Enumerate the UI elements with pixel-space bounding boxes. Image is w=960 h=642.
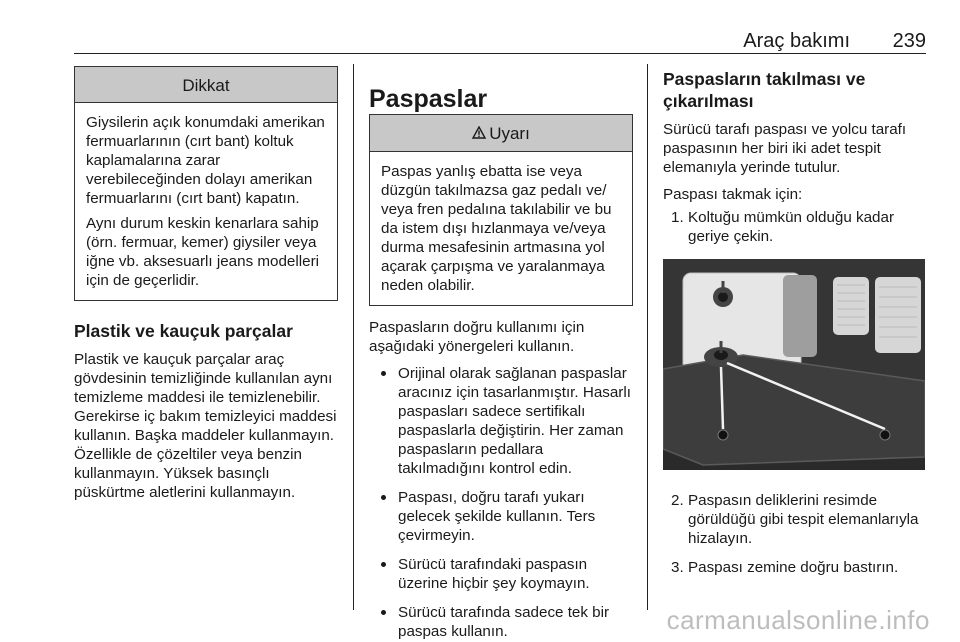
mounting-paragraph-1: Sürücü tarafı paspası ve yolcu tarafı paspasının her biri iki adet tespit elemanıyla yerinde tutulur.: [663, 121, 907, 176]
mounting-paragraph-2: Paspası takmak için:: [663, 186, 803, 203]
header-rule: [74, 53, 926, 54]
dikkat-box: [74, 66, 338, 301]
guideline-item: Sürücü tarafında sadece tek bir paspas kullanın.: [369, 603, 633, 641]
column-left: [74, 66, 338, 502]
section-heading-paspaslar: Paspaslar: [369, 85, 488, 113]
warning-title: Uyarı: [489, 124, 530, 143]
plastic-heading: Plastik ve kauçuk parçalar: [74, 321, 293, 341]
plastic-body: Plastik ve kauçuk parçalar araç gövdesinin temizliğinde kullanılan aynı temizleme maddesi ile temizlenebilir. Gerekirse iç bakım temizleyici maddesi kullanın. Başka maddeler kullanmayın. Özellikle de çözeltiler veya benzin kullanmayın. Yüksek basınçlı püskürtme aletlerini kullanmayın.: [74, 351, 337, 501]
warning-text: Paspas yanlış ebatta ise veya düzgün takılmazsa gaz pedalı ve/ veya fren pedalına takılabilir ve bu da istem dışı hızlanmaya ve/veya durma mesafesinin artmasına yol açarak çarpışma ve yaralanmaya neden olabilir.: [381, 163, 612, 294]
column-divider-2: [647, 64, 648, 610]
guideline-item: Orijinal olarak sağlanan paspaslar aracınız için tasarlanmıştır. Hasarlı paspasları sadece sertifikalı paspaslarla değiştirin. Her zaman paspasların pedallara takılmadığını kontrol edin.: [369, 364, 633, 478]
chapter-title: Araç bakımı: [743, 30, 850, 52]
dikkat-paragraph-2: Aynı durum keskin kenarlara sahip (örn. fermuar, kemer) giysiler veya iğne vb. aksesuarlı jeans modelleri için de geçerlidir.: [86, 215, 319, 289]
page-number: 239: [892, 30, 926, 52]
watermark-text: carmanualsonline.info: [666, 605, 930, 635]
step-number: 3.: [671, 559, 684, 576]
guideline-item: Sürücü tarafındaki paspasın üzerine hiçbir şey koymayın.: [369, 555, 633, 593]
column-middle: [369, 84, 633, 641]
step-text: Paspasın deliklerini resimde görüldüğü gibi tespit elemanlarıyla hizalayın.: [688, 492, 919, 547]
mounting-heading: Paspasların takılması ve çıkarılması: [663, 69, 866, 111]
step-1: [671, 208, 925, 246]
guideline-item: Paspası, doğru tarafı yukarı gelecek şekilde kullanın. Ters çevirmeyin.: [369, 488, 633, 545]
step-number: 1.: [671, 209, 684, 226]
column-divider-1: [353, 64, 354, 610]
floor-mat-drawing: [663, 259, 925, 470]
step-text: Koltuğu mümkün olduğu kadar geriye çekin.: [688, 209, 895, 245]
dikkat-body: [75, 103, 337, 300]
paspaslar-intro: Paspasların doğru kullanımı için aşağıdaki yönergeleri kullanın.: [369, 319, 585, 355]
guideline-list: [369, 364, 633, 641]
warning-box: [369, 114, 633, 306]
dikkat-paragraph-1: Giysilerin açık konumdaki amerikan fermuarlarının (cırt bant) koltuk kaplamalarına zarar verebileceğinden dolayı amerikan fermuarlarını (cırt bant) kapatın.: [86, 114, 325, 207]
dikkat-title: Dikkat: [75, 67, 337, 103]
step-number: 2.: [671, 492, 684, 509]
step-text: Paspası zemine doğru bastırın.: [688, 559, 899, 576]
column-right: [663, 68, 925, 577]
warning-header: [370, 115, 632, 152]
step-3: [671, 558, 925, 577]
warning-body: [370, 152, 632, 305]
step-2: [671, 491, 925, 548]
floor-mat-illustration: [663, 259, 925, 470]
warning-triangle-icon: [472, 125, 486, 144]
